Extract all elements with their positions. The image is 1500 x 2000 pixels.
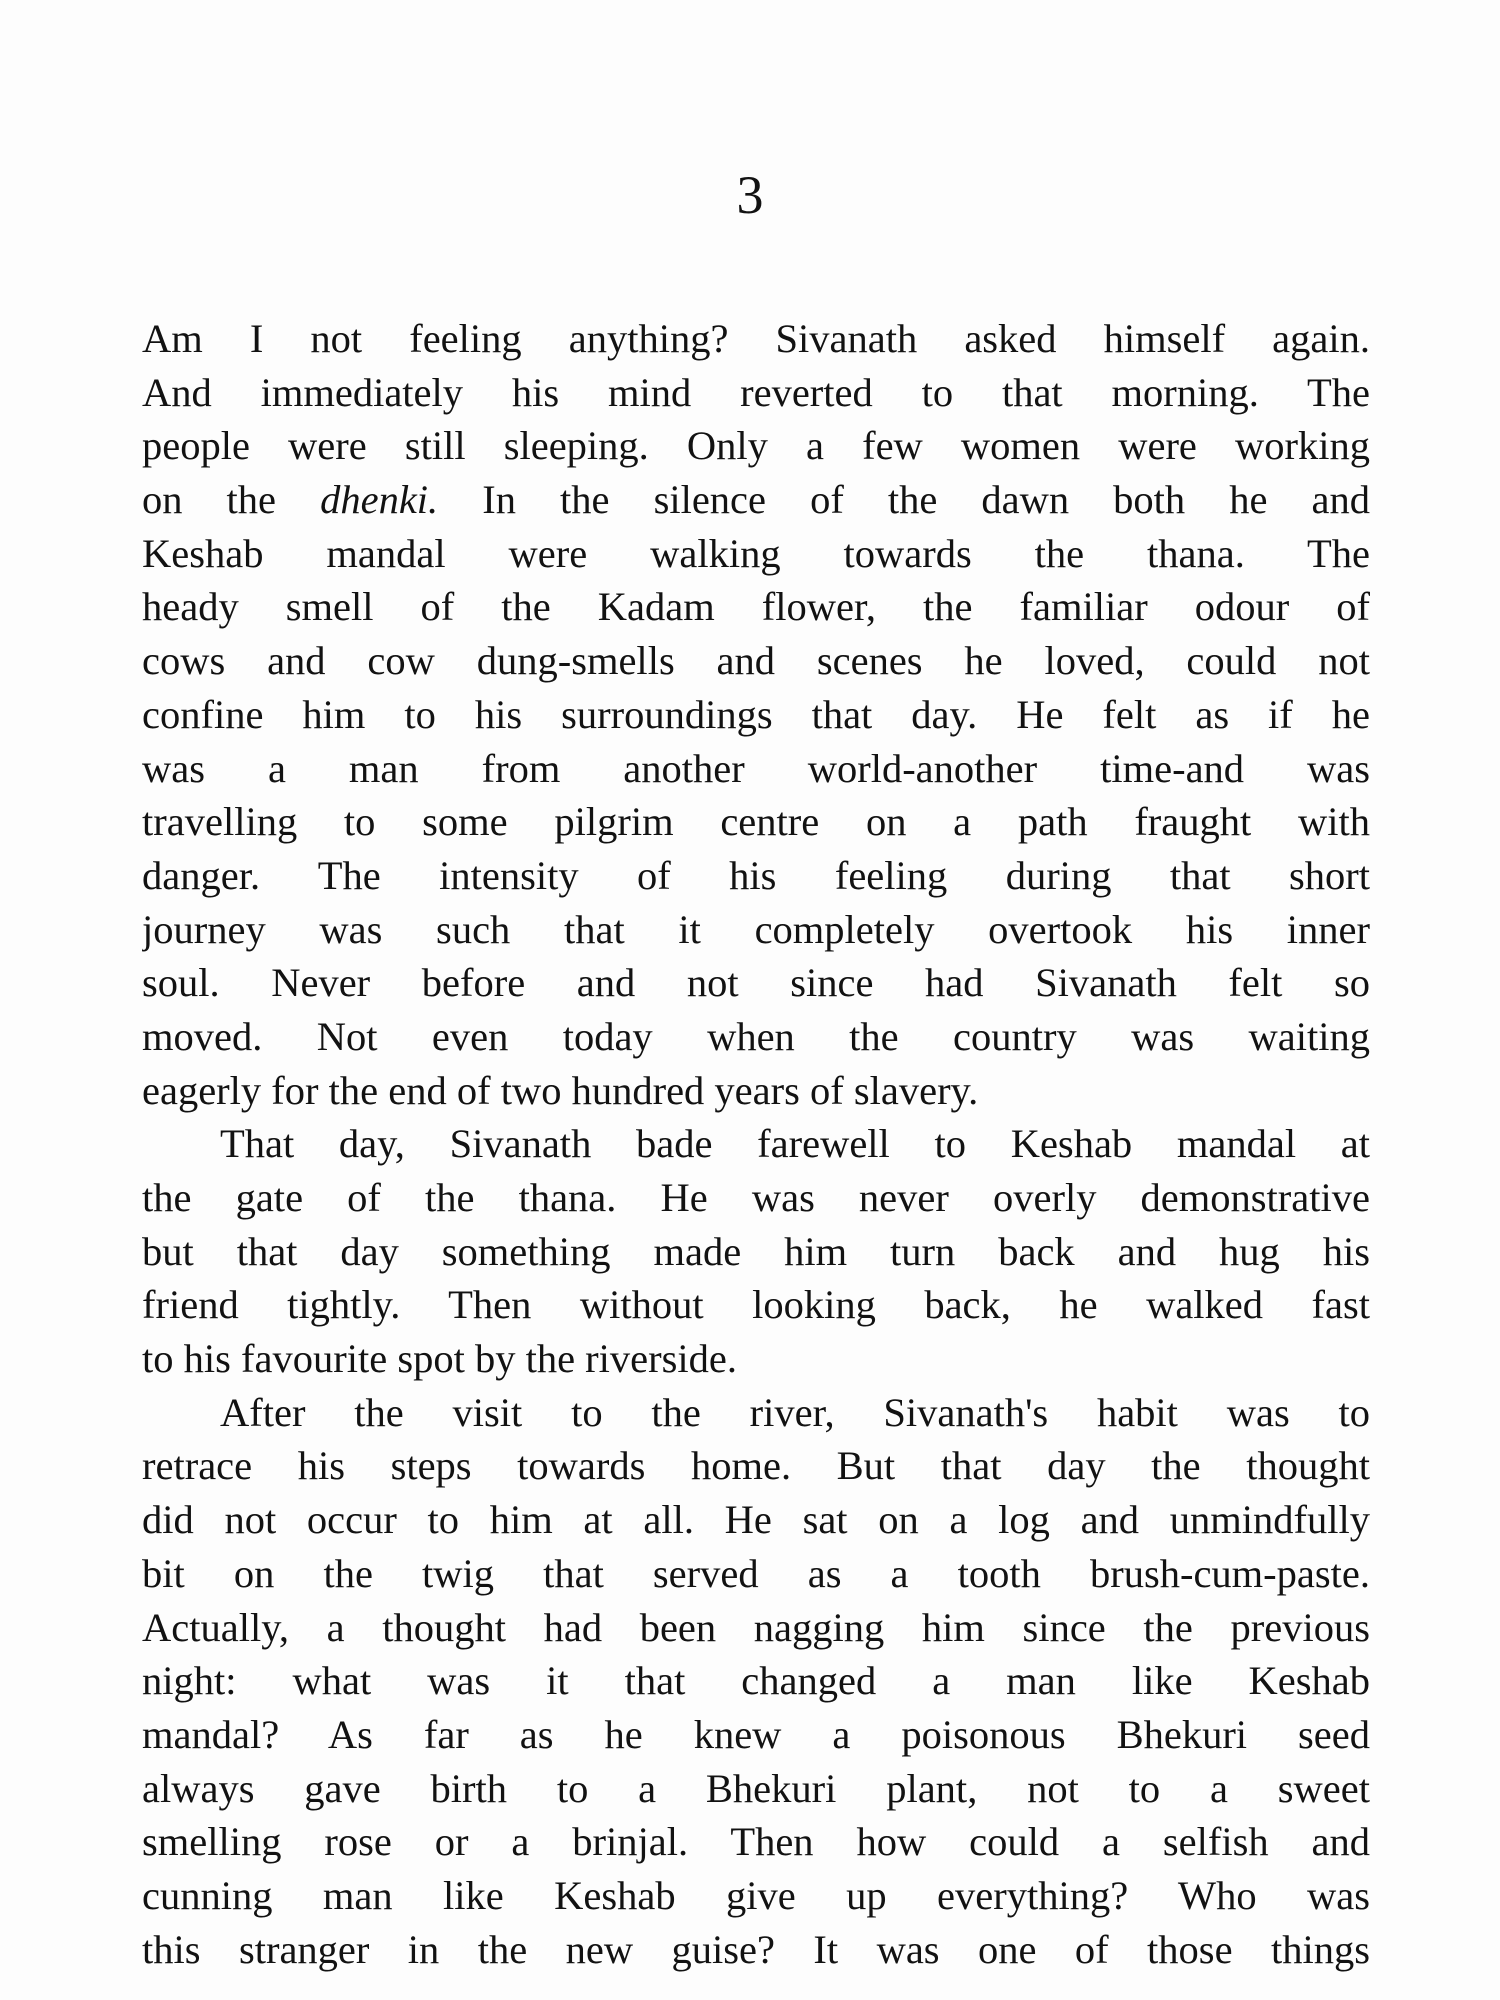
text-line: but that day something made him turn back and hug his xyxy=(142,1228,1370,1274)
text-line: retrace his steps towards home. But that day the thought xyxy=(142,1443,1370,1489)
text-line: to his favourite spot by the riverside. xyxy=(142,1336,738,1382)
text-segment: In the silence of the dawn both he and xyxy=(438,477,1370,523)
text-line: the gate of the thana. He was never overly demonstrative xyxy=(142,1175,1370,1220)
text-line: always gave birth to a Bhekuri plant, not to a sweet xyxy=(142,1765,1370,1811)
text-line: friend tightly. Then without looking back, he walked fast xyxy=(142,1282,1370,1328)
paragraph xyxy=(142,312,1370,1117)
body-text xyxy=(142,312,1370,1976)
text-line: smelling rose or a brinjal. Then how could a selfish and xyxy=(142,1819,1370,1865)
text-line: travelling to some pilgrim centre on a path fraught with xyxy=(142,799,1370,845)
text-segment: on the xyxy=(142,477,321,523)
text-line: That day, Sivanath bade farewell to Keshab mandal at xyxy=(220,1121,1370,1167)
text-line: soul. Never before and not since had Sivanath felt so xyxy=(142,960,1370,1006)
chapter-number: 3 xyxy=(736,165,764,225)
text-line: cunning man like Keshab give up everything? Who was xyxy=(142,1872,1370,1918)
text-line: mandal? As far as he knew a poisonous Bhekuri seed xyxy=(142,1711,1370,1757)
text-line: After the visit to the river, Sivanath's habit was to xyxy=(220,1389,1370,1435)
text-line: Actually, a thought had been nagging him since the previous xyxy=(142,1604,1370,1650)
paragraph xyxy=(142,1386,1370,1977)
text-line: And immediately his mind reverted to that morning. The xyxy=(142,369,1370,415)
italic-term: dhenki. xyxy=(320,477,439,523)
paragraph xyxy=(142,1117,1370,1385)
text-line: heady smell of the Kadam flower, the familiar odour of xyxy=(142,584,1370,630)
text-line: Keshab mandal were walking towards the thana. The xyxy=(142,530,1370,576)
text-line xyxy=(142,473,1370,527)
text-line: was a man from another world-another time-and was xyxy=(142,745,1370,791)
text-line: did not occur to him at all. He sat on a log and unmindfully xyxy=(142,1497,1370,1543)
text-line: moved. Not even today when the country was waiting xyxy=(142,1013,1370,1059)
text-line: night: what was it that changed a man like Keshab xyxy=(142,1658,1370,1704)
text-line: bit on the twig that served as a tooth brush-cum-paste. xyxy=(142,1550,1370,1596)
text-line: cows and cow dung-smells and scenes he loved, could not xyxy=(142,638,1370,684)
text-line: Am I not feeling anything? Sivanath asked himself again. xyxy=(142,316,1370,361)
text-line: eagerly for the end of two hundred years of slavery. xyxy=(142,1067,979,1113)
text-line: this stranger in the new guise? It was one of those things xyxy=(142,1926,1370,1972)
text-line: confine him to his surroundings that day. He felt as if he xyxy=(142,691,1370,737)
text-line: danger. The intensity of his feeling during that short xyxy=(142,852,1370,898)
text-line: journey was such that it completely overtook his inner xyxy=(142,906,1370,952)
text-line: people were still sleeping. Only a few women were working xyxy=(142,423,1370,469)
